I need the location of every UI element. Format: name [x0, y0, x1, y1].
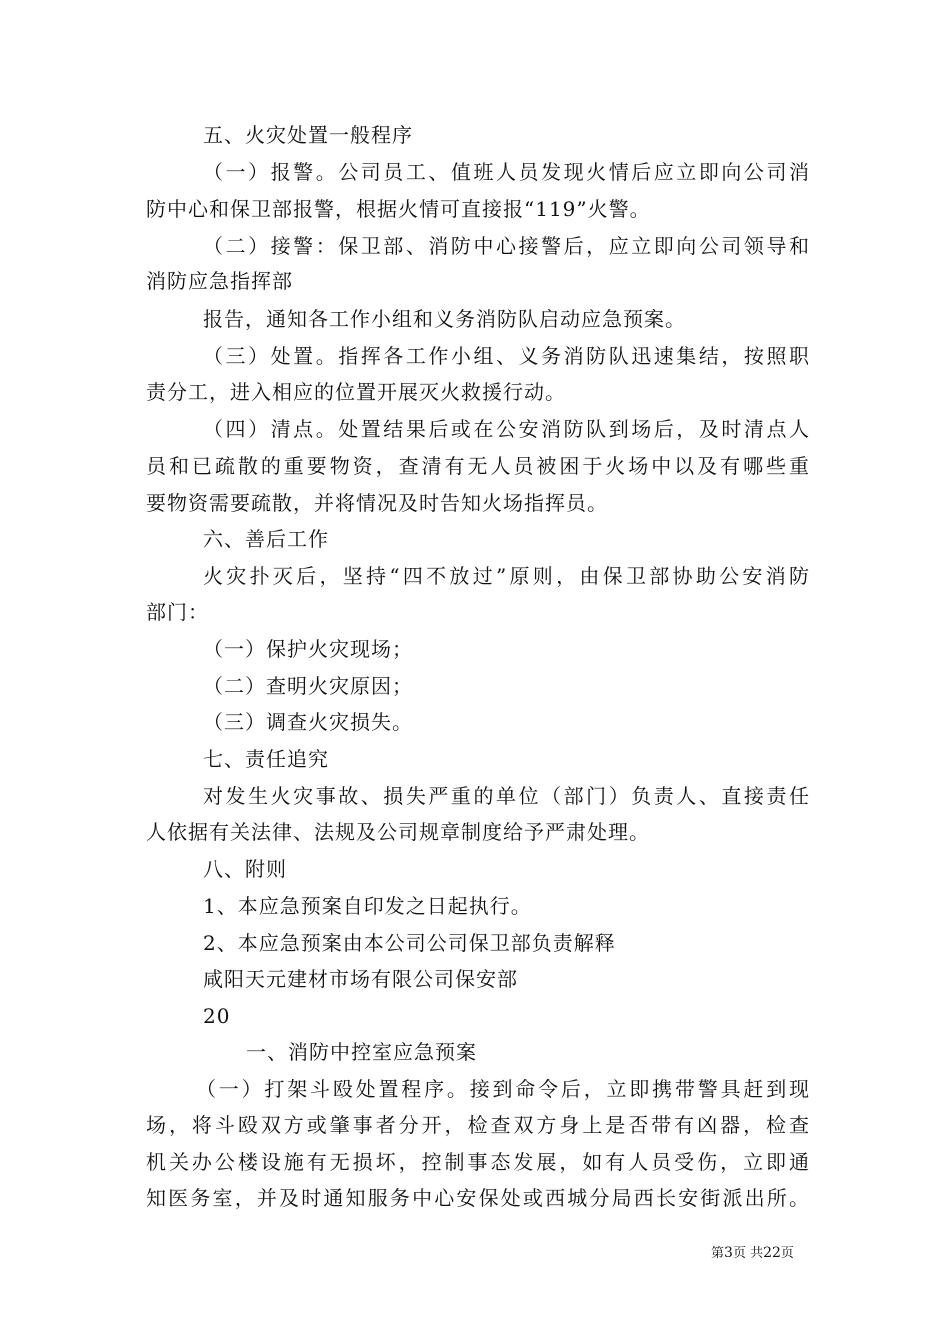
footer-middle: 页 共: [732, 1246, 764, 1261]
paragraph-report: 报告，通知各工作小组和义务消防队启动应急预案。: [203, 307, 686, 331]
paragraph-aftermath-line-1: 火灾扑灭后，坚持“四不放过”原则，由保卫部协助公安消防: [203, 564, 810, 588]
paragraph-count-line-3: 要物资需要疏散，并将情况及时告知火场指挥员。: [146, 491, 608, 515]
paragraph-count-line-2: 员和已疏散的重要物资，查清有无人员被困于火场中以及有哪些重: [146, 454, 810, 478]
page-footer: [711, 1245, 794, 1262]
issuer-name: 咸阳天元建材市场有限公司保安部: [203, 967, 518, 991]
footer-total-pages: 22: [763, 1245, 781, 1261]
paragraph-alarm-line-2: 防中心和保卫部报警，根据火情可直接报“119”火警。: [146, 197, 651, 221]
paragraph-alarm-line-1: （一）报警。公司员工、值班人员发现火情后应立即向公司消: [203, 160, 810, 184]
section-heading-8: 八、附则: [203, 857, 287, 881]
section-heading-7: 七、责任追究: [203, 747, 329, 771]
appendix-item-2: 2、本应急预案由本公司公司保卫部负责解释: [203, 931, 616, 955]
paragraph-liability-line-2: 人依据有关法律、法规及公司规章制度给予严肃处理。: [146, 820, 650, 844]
paragraph-fight-line-4: 知医务室，并及时通知服务中心安保处或西城分局西长安街派出所。: [146, 1186, 810, 1210]
footer-prefix: 第: [711, 1246, 725, 1261]
section-heading-6: 六、善后工作: [203, 527, 329, 551]
paragraph-dispose-line-1: （三）处置。指挥各工作小组、义务消防队迅速集结，按照职: [203, 344, 810, 368]
paragraph-receive-line-1: （二）接警：保卫部、消防中心接警后，应立即向公司领导和: [203, 234, 810, 258]
list-item-find-cause: （二）查明火灾原因；: [203, 674, 413, 698]
paragraph-receive-line-2: 消防应急指挥部: [146, 269, 293, 293]
appendix-item-1: 1、本应急预案自印发之日起执行。: [203, 894, 532, 918]
list-item-survey-loss: （三）调查火灾损失。: [203, 710, 413, 734]
section-heading-5: 五、火灾处置一般程序: [203, 123, 413, 147]
paragraph-dispose-line-2: 责分工，进入相应的位置开展灭火救援行动。: [146, 380, 566, 404]
paragraph-liability-line-1: 对发生火灾事故、损失严重的单位（部门）负责人、直接责任: [203, 784, 810, 808]
list-item-protect-scene: （一）保护火灾现场；: [203, 637, 413, 661]
paragraph-fight-line-3: 机关办公楼设施有无损坏，控制事态发展，如有人员受伤，立即通: [146, 1150, 810, 1174]
paragraph-aftermath-line-2: 部门：: [146, 600, 209, 624]
paragraph-count-line-1: （四）清点。处置结果后或在公安消防队到场后，及时清点人: [203, 417, 810, 441]
paragraph-fight-line-2: 场，将斗殴双方或肇事者分开，检查双方身上是否带有凶器，检查: [146, 1113, 810, 1137]
footer-page-number: 3: [724, 1245, 733, 1261]
issue-year: 20: [203, 1004, 231, 1028]
paragraph-fight-line-1: （一）打架斗殴处置程序。接到命令后，立即携带警具赶到现: [196, 1077, 810, 1101]
footer-suffix: 页: [780, 1246, 794, 1261]
section-heading-control-room: 一、消防中控室应急预案: [246, 1040, 477, 1064]
